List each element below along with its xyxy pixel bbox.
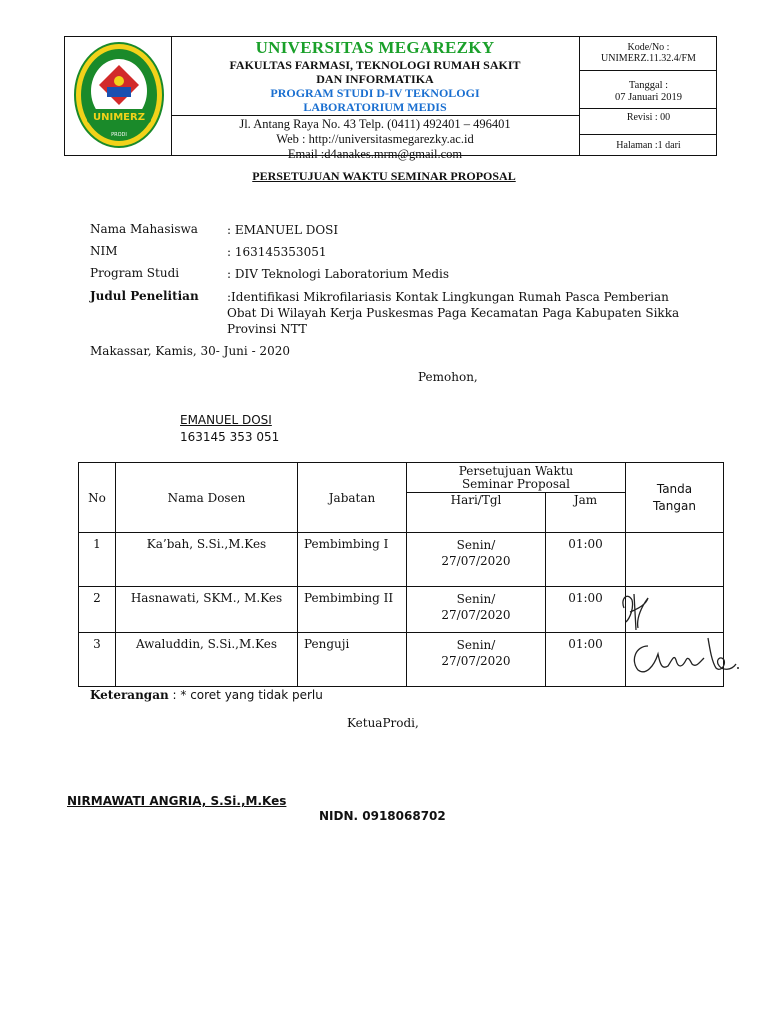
- table-row: 3 Awaluddin, S.Si.,M.Kes Penguji Senin/ 27/07/2020 01:00: [79, 633, 724, 687]
- prodi-value: : DIV Teknologi Laboratorium Medis: [227, 267, 450, 281]
- col-no-header: No: [79, 463, 116, 533]
- nim-label: NIM: [90, 244, 118, 258]
- revisi: Revisi : 00: [626, 112, 671, 123]
- nidn: NIDN. 0918068702: [319, 809, 446, 823]
- prodi-label: Program Studi: [90, 266, 180, 280]
- university-name: UNIVERSITAS MEGAREZKY: [255, 38, 495, 57]
- col-jabatan-header: Jabatan: [298, 463, 407, 533]
- svg-text:PRODI: PRODI: [111, 132, 127, 138]
- name-label: Nama Mahasiswa: [90, 222, 198, 236]
- faculty-line2: DAN INFORMATIKA: [316, 72, 434, 86]
- table-row: 1 Ka’bah, S.Si.,M.Kes Pembimbing I Senin/ 27/07/2020 01:00: [79, 533, 724, 587]
- table-row: 2 Hasnawati, SKM., M.Kes Pembimbing II Senin/ 27/07/2020 01:00: [79, 587, 724, 633]
- nim-value: : 163145353051: [227, 245, 327, 259]
- program-line1: PROGRAM STUDI D-IV TEKNOLOGI: [270, 86, 480, 100]
- col-dosen-header: Nama Dosen: [116, 463, 298, 533]
- judul-value: :Identifikasi Mikrofilariasis Kontak Lingkungan Rumah Pasca Pemberian Obat Di Wilayah Kerja Puskesmas Paga Kecamatan Paga Kabupaten Sikka Provinsi NTT: [227, 290, 680, 336]
- place-date: Makassar, Kamis, 30- Juni - 2020: [90, 344, 290, 358]
- name-value: : EMANUEL DOSI: [227, 223, 339, 237]
- website: Web : http://universitasmegarezky.ac.id: [276, 132, 474, 146]
- kode-block: Kode/No : UNIMERZ.11.32.4/FM: [601, 42, 696, 64]
- applicant-name: EMANUEL DOSI: [180, 413, 272, 427]
- halaman: Halaman :1 dari: [616, 140, 681, 151]
- pemohon-label: Pemohon,: [418, 370, 478, 384]
- signature-cell: [626, 533, 724, 587]
- tanggal-block: Tanggal : 07 Januari 2019: [614, 80, 683, 103]
- email: Email :d4anakes.mrm@gmail.com: [287, 147, 463, 161]
- col-hari-header: Hari/Tgl: [407, 493, 546, 533]
- signature-3: [628, 630, 748, 682]
- applicant-nim: 163145 353 051: [180, 430, 280, 444]
- ketua-name: NIRMAWATI ANGRIA, S.Si.,M.Kes: [67, 794, 287, 808]
- keterangan: Keterangan : * coret yang tidak perlu: [90, 688, 323, 702]
- col-ttd-header: Tanda Tangan: [626, 463, 724, 533]
- judul-label: Judul Penelitian: [90, 289, 199, 303]
- faculty-line1: FAKULTAS FARMASI, TEKNOLOGI RUMAH SAKIT: [229, 58, 521, 72]
- address: Jl. Antang Raya No. 43 Telp. (0411) 492401 – 496401: [239, 117, 511, 131]
- document-title: PERSETUJUAN WAKTU SEMINAR PROPOSAL: [252, 169, 516, 183]
- svg-text:UNIMERZ: UNIMERZ: [93, 112, 145, 123]
- letterhead: [64, 36, 717, 161]
- program-line2: LABORATORIUM MEDIS: [303, 100, 447, 114]
- university-logo: [73, 41, 165, 149]
- col-jam-header: Jam: [546, 493, 626, 533]
- col-group-header: Persetujuan Waktu Seminar Proposal: [407, 463, 626, 493]
- header-center: [171, 37, 579, 162]
- signature-2: [612, 588, 662, 634]
- ketua-label: KetuaProdi,: [347, 716, 419, 730]
